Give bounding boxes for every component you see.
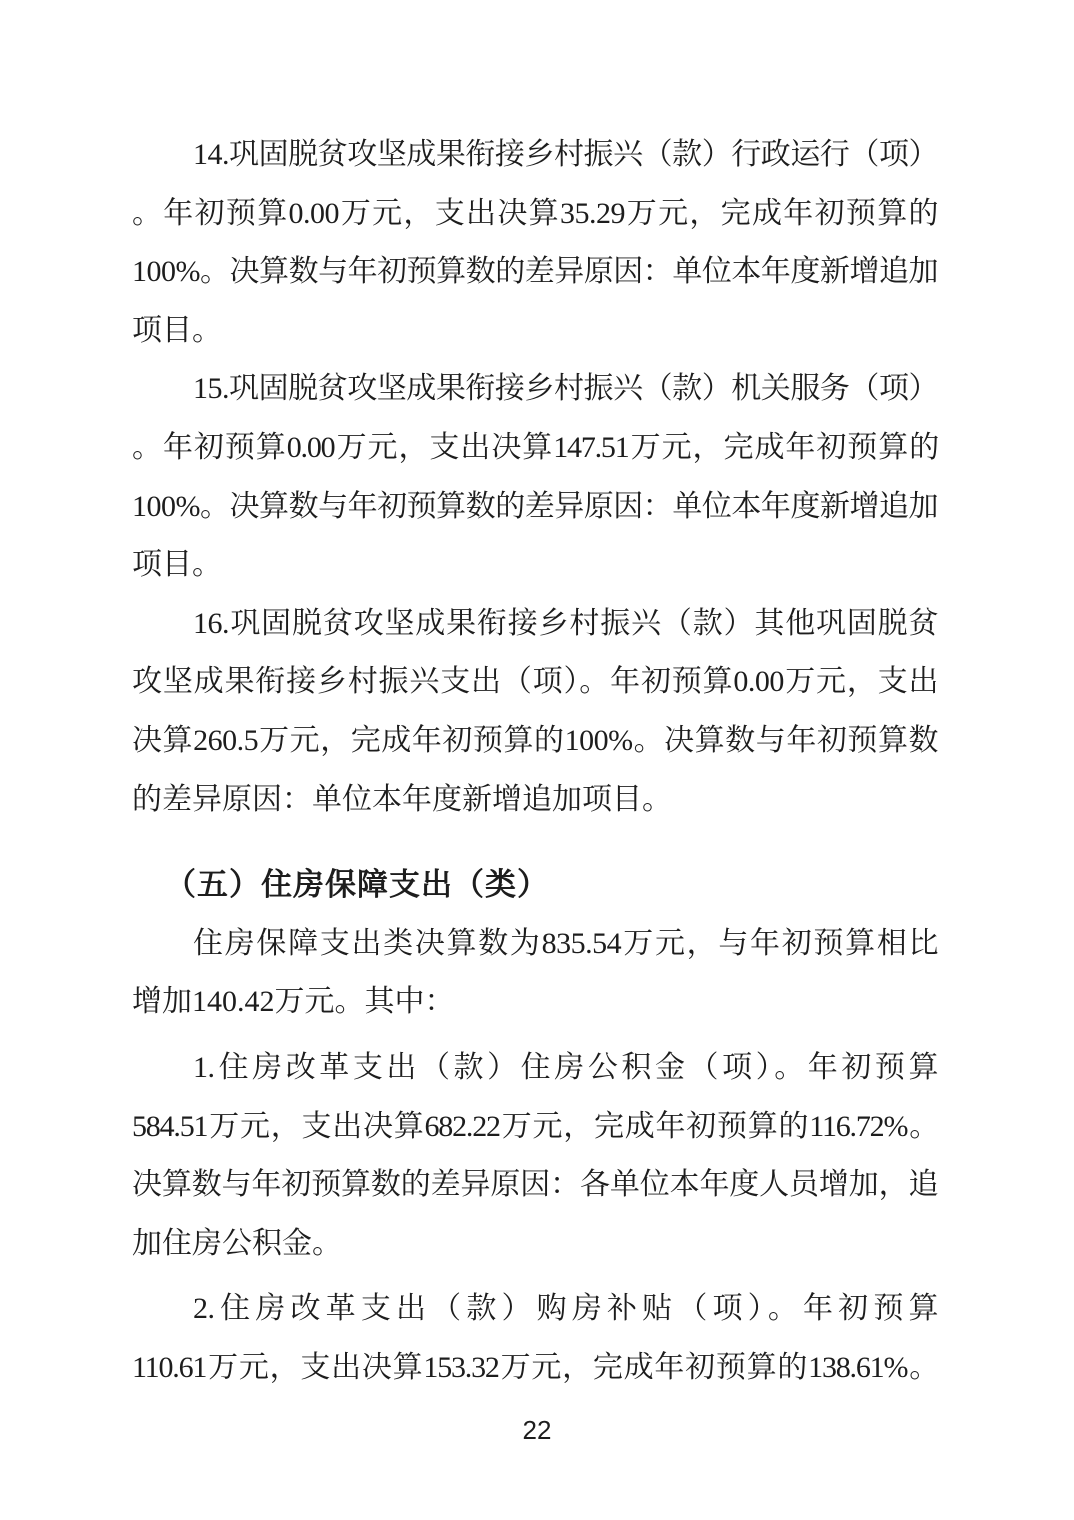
page-number: 22 [522,1415,552,1445]
item-15-line-4: 项目。 [132,548,222,582]
item-1-line-2: 584.51万元，支出决算682.22万元，完成年初预算的116.72%。 [132,1109,938,1143]
item-15-line-1: 15.巩固脱贫攻坚成果衔接乡村振兴（款）机关服务（项） [193,372,938,406]
section-5-heading: （五）住房保障支出（类） [165,867,549,903]
page-body [132,126,938,1397]
item-16-line-4: 的差异原因：单位本年度新增追加项目。 [132,782,672,816]
item-1-line-4: 加住房公积金。 [132,1226,342,1260]
item-14-line-2: 。年初预算0.00万元，支出决算35.29万元，完成年初预算的 [132,196,938,230]
item-16-line-1: 16.巩固脱贫攻坚成果衔接乡村振兴（款）其他巩固脱贫 [193,606,938,640]
item-16-line-2: 攻坚成果衔接乡村振兴支出（项）。年初预算0.00万元，支出 [132,665,938,699]
item-15-line-3: 100%。决算数与年初预算数的差异原因：单位本年度新增追加 [132,489,938,523]
item-2-line-1: 2.住房改革支出（款）购房补贴（项）。年初预算 [193,1292,938,1326]
item-1-line-1: 1.住房改革支出（款）住房公积金（项）。年初预算 [193,1050,938,1084]
item-15-line-2: 。年初预算0.00万元，支出决算147.51万元，完成年初预算的 [132,430,938,464]
item-14-line-3: 100%。决算数与年初预算数的差异原因：单位本年度新增追加 [132,255,938,289]
item-16-line-3: 决算260.5万元，完成年初预算的100%。决算数与年初预算数 [132,723,938,757]
section-5-intro-line-2: 增加140.42万元。其中： [132,985,455,1019]
section-5-intro-line-1: 住房保障支出类决算数为835.54万元，与年初预算相比 [193,926,938,960]
item-14-line-4: 项目。 [132,313,222,347]
item-14-line-1: 14.巩固脱贫攻坚成果衔接乡村振兴（款）行政运行（项） [193,138,938,171]
item-2-line-2: 110.61万元，支出决算153.32万元，完成年初预算的138.61%。 [132,1350,938,1384]
item-1-line-3: 决算数与年初预算数的差异原因：各单位本年度人员增加，追 [132,1168,938,1202]
